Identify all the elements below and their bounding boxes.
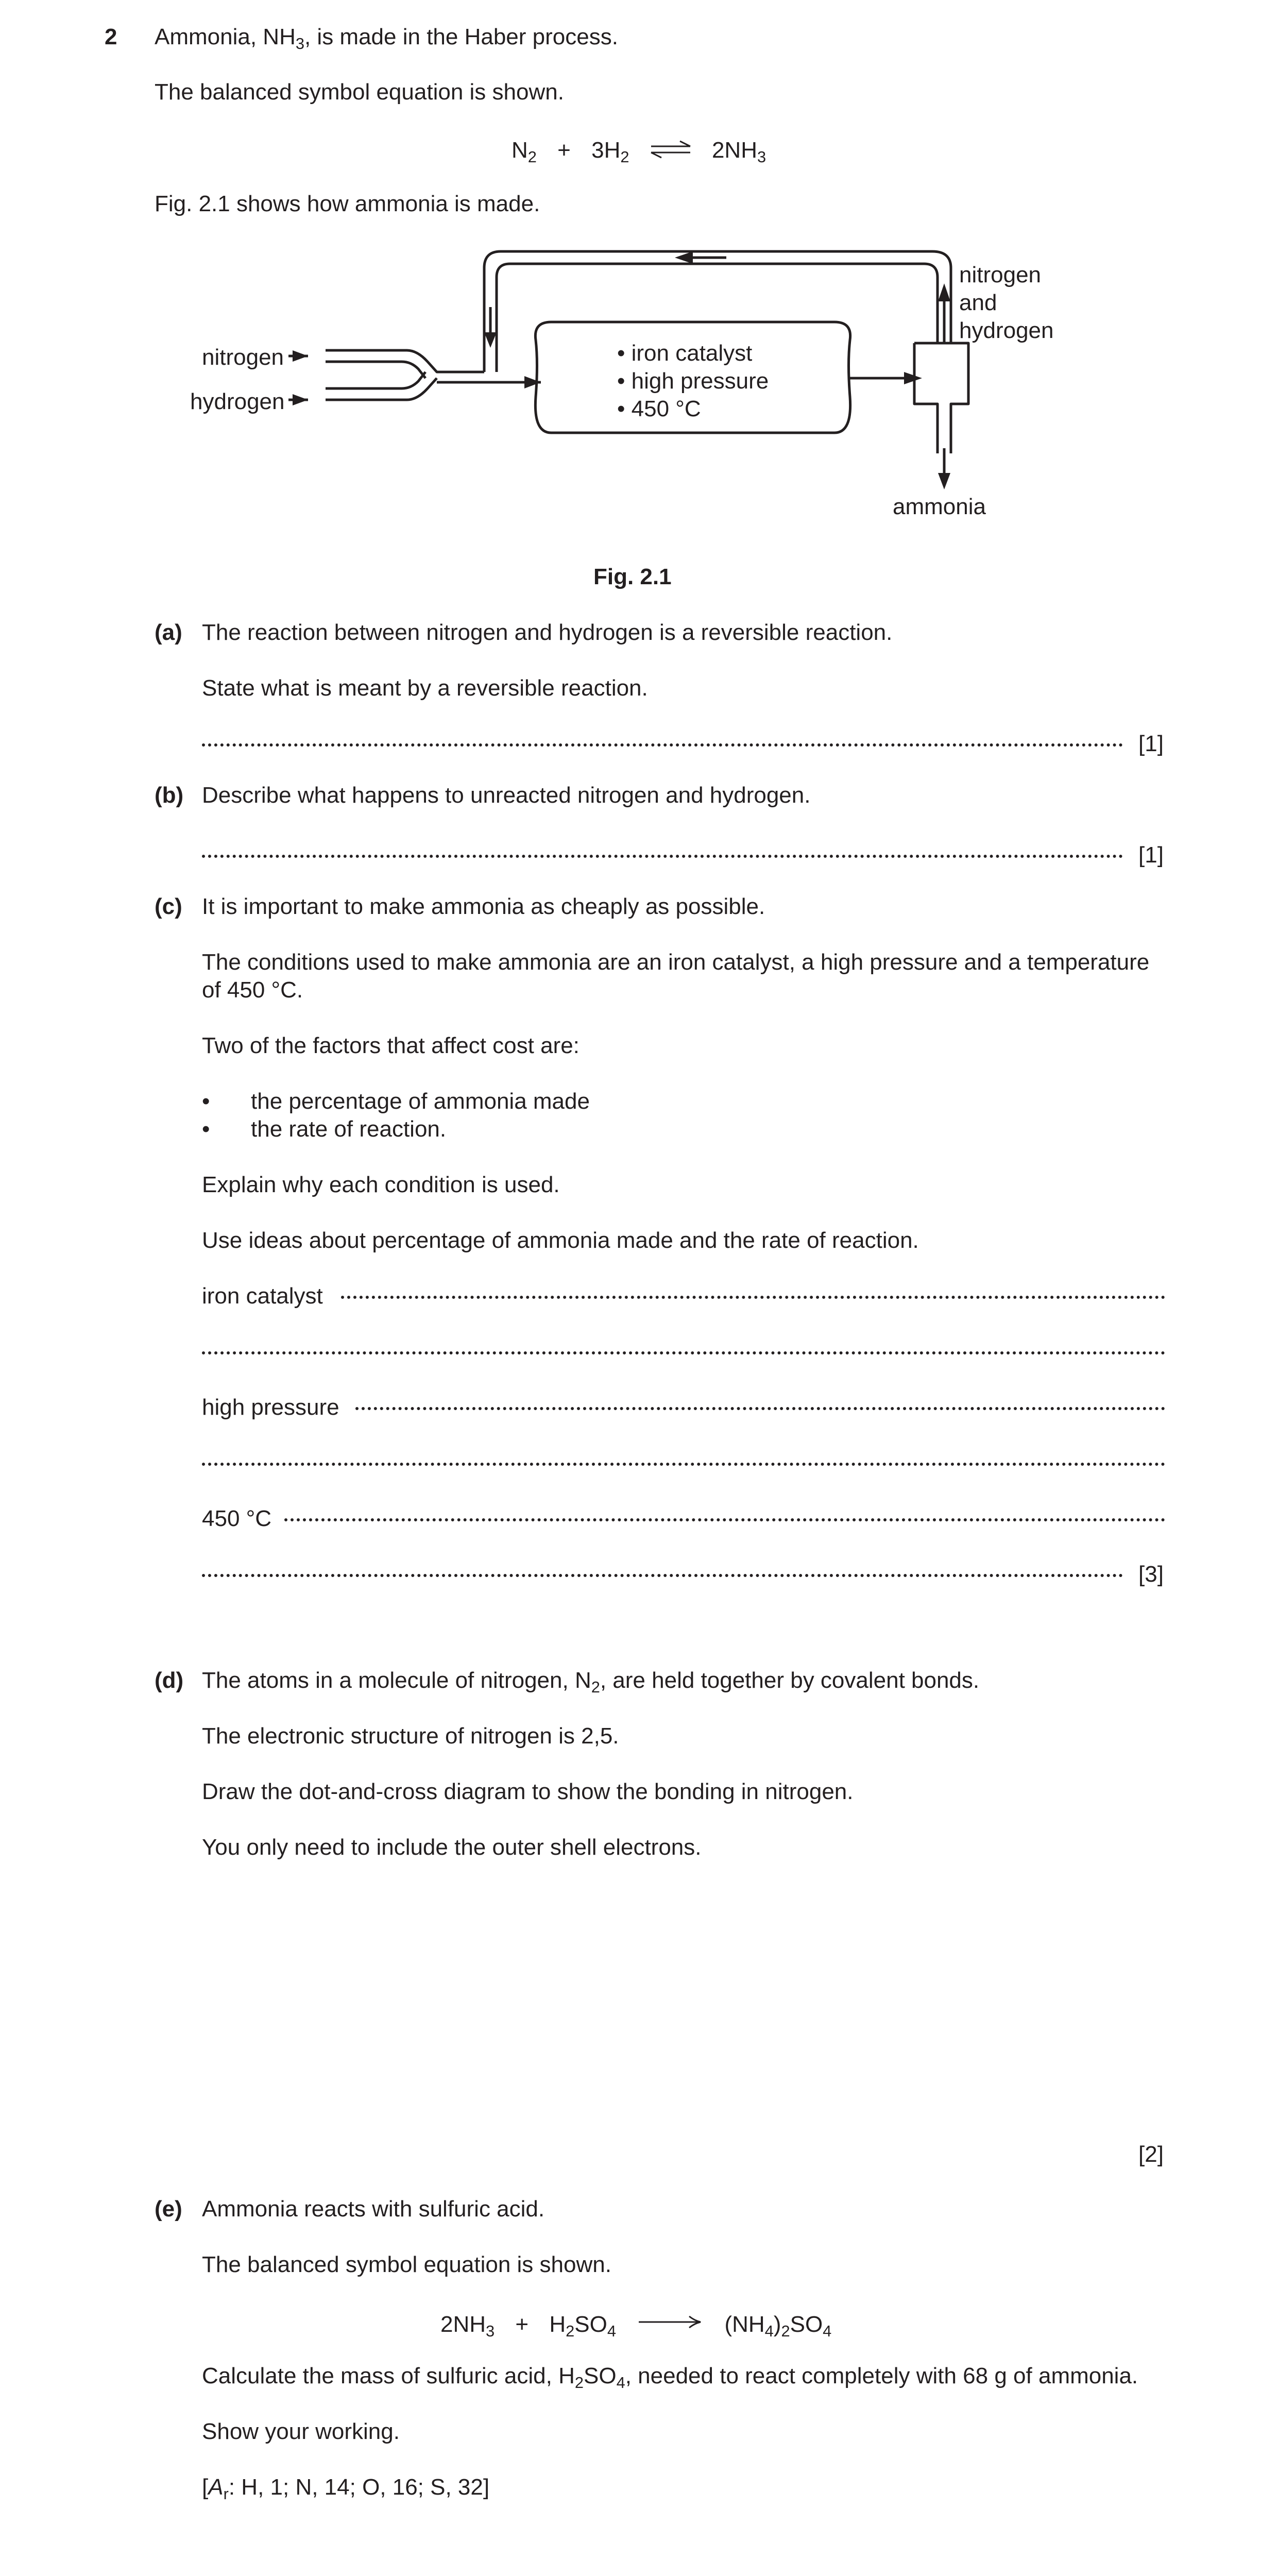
part-b-letter: (b) xyxy=(155,783,184,808)
part-a-mark: [1] xyxy=(1138,731,1164,756)
part-c-conditions-line2: of 450 °C. xyxy=(202,977,303,1003)
working-space[interactable] xyxy=(202,2514,1165,2576)
dot-and-cross-drawing-area[interactable] xyxy=(202,1875,1165,2112)
nitrogen-inlet-label: nitrogen xyxy=(202,345,284,370)
equation-intro: The balanced symbol equation is shown. xyxy=(155,79,564,105)
figure-caption: Fig. 2.1 xyxy=(593,564,672,589)
condition-pressure: • high pressure xyxy=(617,368,769,394)
part-c-factors-intro: Two of the factors that affect cost are: xyxy=(202,1033,580,1058)
haber-process-diagram xyxy=(0,0,1278,592)
answer-label-high-pressure: high pressure xyxy=(202,1395,339,1420)
hydrogen-inlet-label: hydrogen xyxy=(190,389,285,414)
part-e-equation-intro: The balanced symbol equation is shown. xyxy=(202,2252,611,2277)
part-d-letter: (d) xyxy=(155,1668,184,1693)
question-intro: Ammonia, $NH_3$, is made in the Haber process. xyxy=(155,24,618,53)
haber-equation: $N_2 + 3H_2$ $2NH_3$ xyxy=(512,138,766,166)
part-c-letter: (c) xyxy=(155,894,182,919)
recycle-label-line3: hydrogen xyxy=(959,318,1054,343)
part-d-statement: The atoms in a molecule of nitrogen, $N_2$, are held together by covalent bonds. xyxy=(202,1668,980,1697)
part-b-question: Describe what happens to unreacted nitrogen and hydrogen. xyxy=(202,783,811,808)
bullet-icon: • xyxy=(202,1089,210,1114)
part-b-mark: [1] xyxy=(1138,842,1164,868)
part-e-letter: (e) xyxy=(155,2196,182,2222)
part-c-instruction-2: Use ideas about percentage of ammonia made and the rate of reaction. xyxy=(202,1228,919,1253)
reaction-arrow-icon xyxy=(638,2311,703,2327)
part-d-question: Draw the dot-and-cross diagram to show the bonding in nitrogen. xyxy=(202,1779,854,1804)
high-pressure-answer-line-1[interactable] xyxy=(355,1407,1165,1410)
part-c-instruction-1: Explain why each condition is used. xyxy=(202,1172,560,1197)
iron-catalyst-answer-line-2[interactable] xyxy=(202,1351,1165,1354)
figure-intro: Fig. 2.1 shows how ammonia is made. xyxy=(155,191,540,216)
part-a-letter: (a) xyxy=(155,620,182,645)
part-a-question: State what is meant by a reversible reaction. xyxy=(202,675,648,701)
part-e-statement: Ammonia reacts with sulfuric acid. xyxy=(202,2196,545,2222)
relative-atomic-masses: [$A_r$: H, 1; N, 14; O, 16; S, 32] xyxy=(202,2475,490,2503)
part-c-factor-2: the rate of reaction. xyxy=(251,1116,447,1142)
part-c-statement: It is important to make ammonia as cheaply as possible. xyxy=(202,894,765,919)
part-d-structure: The electronic structure of nitrogen is 2,5. xyxy=(202,1723,619,1749)
part-c-factor-1: the percentage of ammonia made xyxy=(251,1089,590,1114)
recycle-label-line1: nitrogen xyxy=(959,262,1042,287)
part-e-question: Calculate the mass of sulfuric acid, $H_2SO_4$, needed to react completely with 68 g of ammonia. xyxy=(202,2363,1138,2392)
part-c-conditions-line1: The conditions used to make ammonia are an iron catalyst, a high pressure and a temperature xyxy=(202,950,1150,975)
high-pressure-answer-line-2[interactable] xyxy=(202,1463,1165,1466)
bullet-icon: • xyxy=(202,1116,210,1142)
part-c-mark: [3] xyxy=(1138,1562,1164,1587)
answer-label-temperature: 450 °C xyxy=(202,1506,272,1531)
part-d-instruction: You only need to include the outer shell electrons. xyxy=(202,1835,702,1860)
iron-catalyst-answer-line-1[interactable] xyxy=(341,1296,1165,1299)
temperature-answer-line-1[interactable] xyxy=(284,1518,1165,1521)
answer-label-iron-catalyst: iron catalyst xyxy=(202,1283,323,1309)
temperature-answer-line-2[interactable] xyxy=(202,1574,1123,1577)
question-number: 2 xyxy=(105,24,117,49)
ammonia-outlet-label: ammonia xyxy=(893,494,986,519)
condition-catalyst: • iron catalyst xyxy=(617,341,753,366)
recycle-label-line2: and xyxy=(959,290,997,315)
part-a-answer-line[interactable] xyxy=(202,743,1123,747)
part-e-instruction: Show your working. xyxy=(202,2419,400,2444)
part-b-answer-line[interactable] xyxy=(202,855,1123,858)
condition-temperature: • 450 °C xyxy=(617,396,701,421)
part-d-mark: [2] xyxy=(1138,2142,1164,2167)
sulfuric-acid-equation: $2NH_3 + H_2SO_4$ $(NH_4)_2SO_4$ xyxy=(440,2312,832,2341)
part-a-statement: The reaction between nitrogen and hydrogen is a reversible reaction. xyxy=(202,620,893,645)
